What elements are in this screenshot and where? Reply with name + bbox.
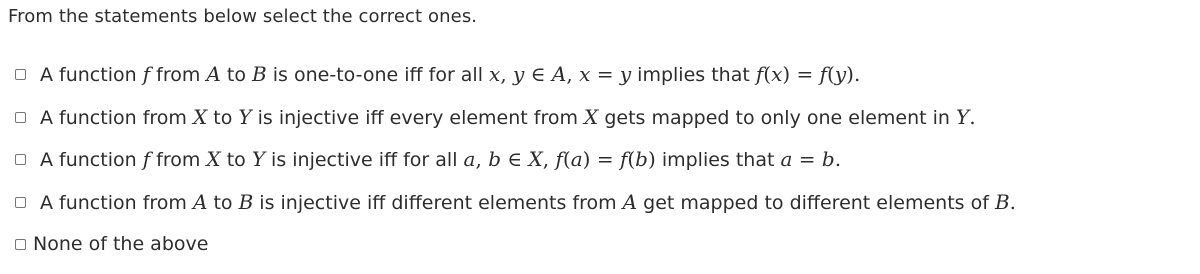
math-operator: ) = [782, 62, 820, 86]
math-symbol: X [528, 147, 543, 171]
math-symbol: f [142, 147, 151, 171]
option-5-label[interactable] [33, 233, 208, 255]
math-operator: . [834, 147, 842, 171]
option-text: is injective iff every element from [251, 107, 585, 129]
math-operator: , [542, 147, 556, 171]
math-symbol: X [584, 105, 599, 129]
math-symbol: a [570, 147, 583, 171]
math-operator: , [475, 147, 489, 171]
option-4-label[interactable] [40, 190, 1016, 214]
answer-option-5[interactable] [15, 233, 208, 255]
math-symbol: x [579, 62, 591, 86]
math-symbol: y [834, 62, 847, 86]
option-2-checkbox[interactable] [15, 112, 26, 123]
math-symbol: f [755, 62, 764, 86]
math-operator: ) = [582, 147, 620, 171]
math-operator: ( [627, 147, 636, 171]
math-symbol: f [555, 147, 563, 171]
math-symbol: A [551, 62, 567, 86]
option-1-checkbox[interactable] [15, 69, 26, 80]
option-3-checkbox[interactable] [15, 154, 26, 165]
option-5-checkbox[interactable] [15, 239, 26, 250]
math-symbol: B [994, 190, 1010, 214]
option-text: A function [40, 149, 143, 171]
math-symbol: A [192, 190, 208, 214]
option-text: from [150, 64, 207, 86]
math-operator: ( [763, 62, 772, 86]
math-symbol: f [142, 62, 151, 86]
option-text: to [207, 192, 239, 214]
math-symbol: b [821, 147, 835, 171]
math-operator: ) [647, 147, 656, 171]
math-symbol: B [252, 62, 267, 86]
math-operator: ∈ [524, 62, 552, 86]
math-symbol: a [463, 147, 476, 171]
math-operator: = [792, 147, 822, 171]
answer-option-2[interactable] [15, 105, 976, 129]
option-4-checkbox[interactable] [15, 197, 26, 208]
math-operator: ). [846, 62, 861, 86]
option-text: from [150, 149, 207, 171]
math-symbol: y [513, 62, 525, 86]
math-symbol: A [206, 62, 221, 86]
option-text: None of the above [33, 233, 209, 255]
math-symbol: X [206, 147, 221, 171]
option-text: gets mapped to only one element in [598, 107, 957, 129]
option-2-label[interactable] [40, 105, 976, 129]
math-operator: . [1009, 190, 1016, 214]
option-text: is injective iff different elements from [253, 192, 623, 214]
option-text: is one-to-one iff for all [266, 64, 490, 86]
math-symbol: x [771, 62, 783, 86]
option-text: get mapped to different elements of [637, 192, 995, 214]
math-symbol: a [780, 147, 793, 171]
option-text: to [207, 107, 239, 129]
math-symbol: b [488, 147, 501, 171]
math-operator: . [969, 105, 976, 129]
option-text: A function [40, 64, 143, 86]
option-3-label[interactable] [40, 147, 841, 171]
math-symbol: B [238, 190, 254, 214]
option-text: is injective iff for all [265, 149, 464, 171]
option-text: A function from [40, 192, 193, 214]
option-text: implies that [655, 149, 781, 171]
math-operator: = [590, 62, 620, 86]
answer-option-4[interactable] [15, 190, 1016, 214]
math-symbol: A [622, 190, 638, 214]
answer-option-1[interactable] [15, 62, 860, 86]
option-text: to [220, 64, 253, 86]
math-operator: , [500, 62, 514, 86]
math-symbol: X [192, 105, 208, 129]
math-symbol: Y [238, 105, 252, 129]
math-symbol: b [635, 147, 648, 171]
math-symbol: x [489, 62, 501, 86]
question-prompt: From the statements below select the correct ones. [8, 6, 478, 27]
math-symbol: Y [956, 105, 970, 129]
math-symbol: f [619, 147, 628, 171]
option-1-label[interactable] [40, 62, 860, 86]
option-text: to [220, 149, 252, 171]
option-text: A function from [40, 107, 193, 129]
option-text: implies that [631, 64, 756, 86]
math-symbol: Y [251, 147, 266, 171]
math-symbol: f [819, 62, 828, 86]
answer-option-3[interactable] [15, 147, 841, 171]
math-symbol: y [619, 62, 632, 86]
math-operator: ( [562, 147, 571, 171]
math-operator: , [566, 62, 580, 86]
math-operator: ( [827, 62, 835, 86]
math-operator: ∈ [501, 147, 529, 171]
